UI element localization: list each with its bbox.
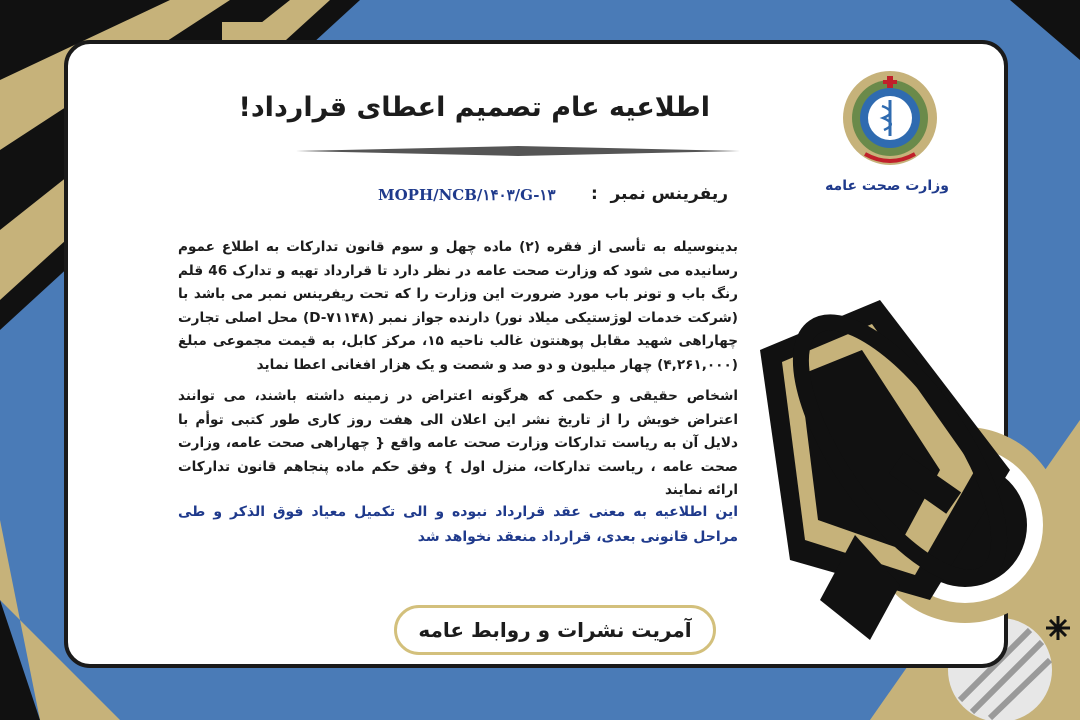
disclaimer-paragraph: این اطلاعیه به معنی عقد قرارداد نبوده و الی تکمیل معیاد فوق الذکر و طی مراحل قانونی بعدی، قرارداد منعقد نخواهد شد (178, 504, 738, 545)
reference-colon: : (591, 184, 598, 204)
objection-paragraph: اشخاص حقیقی و حکمی که هرگونه اعتراض در زمینه داشته باشند، می توانند اعتراض خویش را از تاریخ نشر این اعلان الی هفت روز کاری طور کتبی توأم با دلایل آن به ریاست تدارکات وزارت صحت عامه واقع { چهاراهی صحت عامه، وزارت صحت عامه ، ریاست تدارکات، منزل اول } وفق حکم ماده پنجاهم قانون تدارکات ارائه نمایند (178, 388, 738, 498)
page-title: اطلاعیه عام تصمیم اعطای قرارداد! (238, 92, 710, 123)
ministry-emblem-icon (835, 68, 945, 168)
reference-number: MOPH/NCB/۱۴۰۳/G-۱۳ (378, 186, 556, 204)
announcement-paragraph-1: بدینوسیله به تأسی از فقره (۲) ماده چهل و سوم قانون تدارکات به اطلاع عموم رسانیده می شود که وزارت صحت عامه در نظر دارد تا قرارداد تهیه و تدارک 46 قلم رنگ باب و تونر باب مورد ضرورت این وزارت را که تحت ریفرینس نمبر می باشد با (شرکت خدمات لوژستیکی میلاد نور) دارنده جواز نمبر (D-۷۱۱۴۸) محل اصلی تجارت چهاراهی شهید مقابل پوهنتون غالب ناحیه ۱۵، مرکز کابل، به قیمت مجموعی مبلغ (۴,۲۶۱,۰۰۰) چهار میلیون و دو صد و شصت و یک هزار افغانی اعطا نماید (178, 239, 739, 373)
ministry-name: وزارت صحت عامه (825, 178, 949, 194)
department-banner-text: آمریت نشرات و روابط عامه (418, 618, 692, 642)
department-banner (394, 605, 716, 655)
title-divider (296, 146, 740, 156)
reference-label: ریفرینس نمبر (610, 184, 728, 204)
